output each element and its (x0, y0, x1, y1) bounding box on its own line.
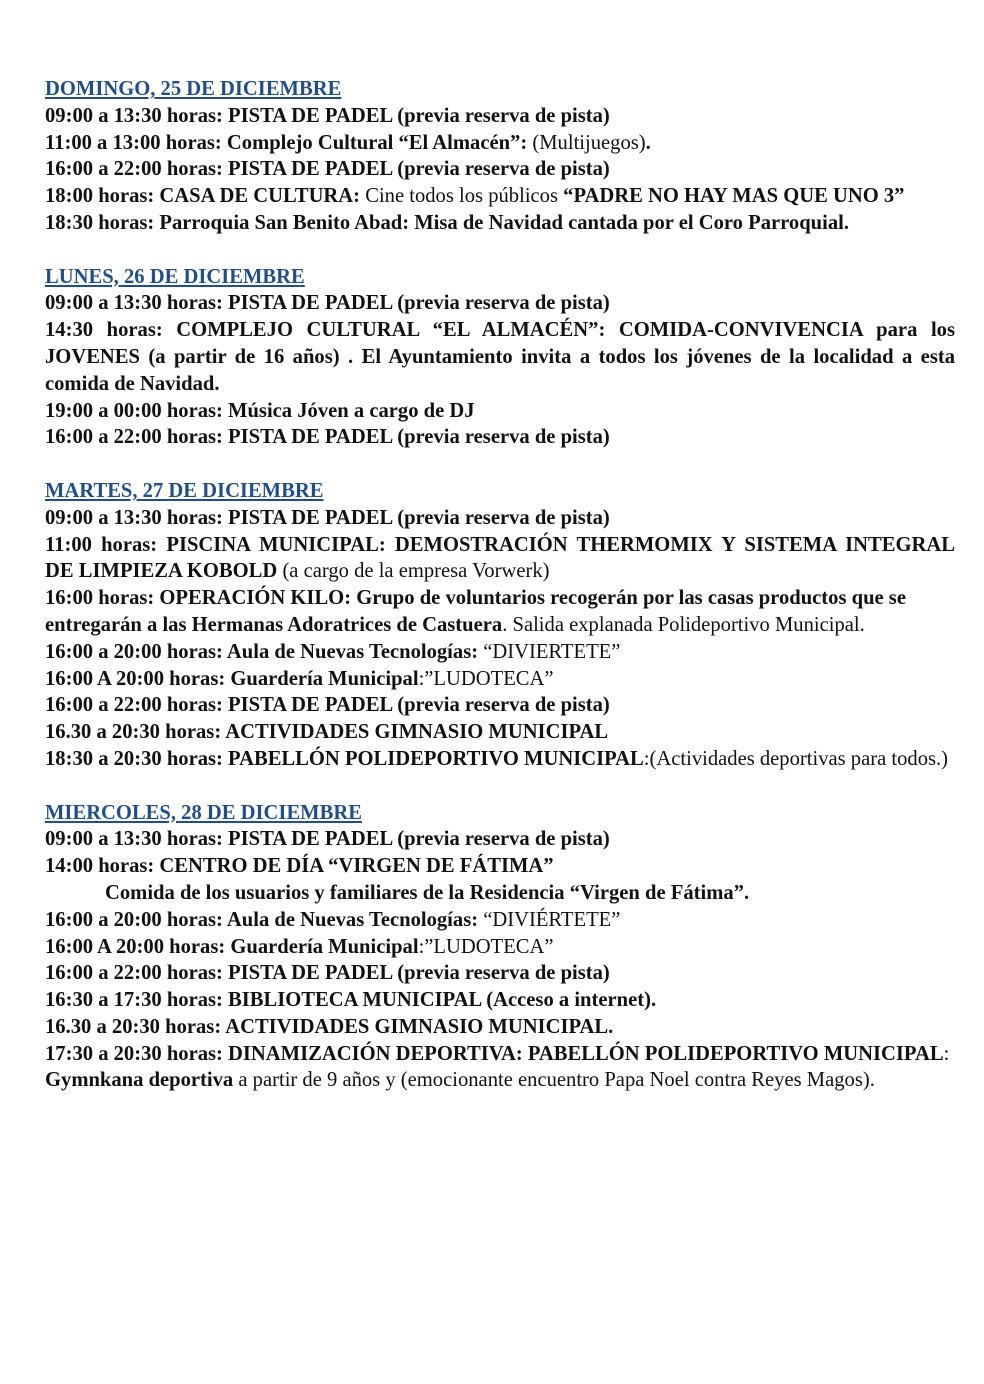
day-heading: MIERCOLES, 28 DE DICIEMBRE (45, 801, 362, 824)
schedule-entry: 16:00 horas: OPERACIÓN KILO: Grupo de voluntarios recogerán por las casas productos que se entregarán a las Hermanas Adoratrices de Castuera. Salida explanada Polideportivo Municipal. (45, 587, 906, 636)
schedule-entry: 17:30 a 20:30 horas: DINAMIZACIÓN DEPORTIVA: PABELLÓN POLIDEPORTIVO MUNICIPAL: Gymnkana deportiva a partir de 9 años y (emocionante encuentro Papa Noel contra Reyes Magos). (45, 1042, 950, 1092)
day-section-miercoles (45, 800, 955, 1095)
schedule-entry: 16:00 a 22:00 horas: PISTA DE PADEL (previa reserva de pista) (45, 962, 610, 985)
schedule-entry: 16:00 a 20:00 horas: Aula de Nuevas Tecnologías: “DIVIÉRTETE” (45, 908, 621, 931)
day-section-domingo (45, 76, 955, 237)
schedule-entry-indented: Comida de los usuarios y familiares de la Residencia “Virgen de Fátima”. (105, 881, 750, 904)
day-heading: LUNES, 26 DE DICIEMBRE (45, 265, 305, 288)
schedule-entry: 16:00 A 20:00 horas: Guardería Municipal:”LUDOTECA” (45, 935, 554, 958)
document-page (45, 76, 955, 1121)
schedule-entry: 19:00 a 00:00 horas: Música Jóven a cargo de DJ (45, 399, 475, 422)
schedule-entry: 16:00 a 22:00 horas: PISTA DE PADEL (previa reserva de pista) (45, 426, 610, 449)
schedule-entry: 16.30 a 20:30 horas: ACTIVIDADES GIMNASIO MUNICIPAL. (45, 1015, 614, 1038)
schedule-entry: 16:00 a 20:00 horas: Aula de Nuevas Tecnologías: “DIVIERTETE” (45, 640, 621, 663)
schedule-entry: 16:00 a 22:00 horas: PISTA DE PADEL (previa reserva de pista) (45, 694, 610, 717)
day-section-martes (45, 478, 955, 773)
schedule-entry: 14:30 horas: COMPLEJO CULTURAL “EL ALMACÉN”: COMIDA-CONVIVENCIA para los JOVENES (a partir de 16 años) . El Ayuntamiento invita a todos los jóvenes de la localidad a esta comida de Navidad. (45, 319, 955, 395)
schedule-entry: 14:00 horas: CENTRO DE DÍA “VIRGEN DE FÁTIMA” (45, 855, 554, 878)
schedule-entry: 16:00 a 22:00 horas: PISTA DE PADEL (previa reserva de pista) (45, 158, 610, 181)
schedule-entry: 09:00 a 13:30 horas: PISTA DE PADEL (previa reserva de pista) (45, 104, 610, 127)
schedule-entry: 09:00 a 13:30 horas: PISTA DE PADEL (previa reserva de pista) (45, 506, 610, 529)
schedule-entry: 09:00 a 13:30 horas: PISTA DE PADEL (previa reserva de pista) (45, 828, 610, 851)
schedule-entry: 18:30 horas: Parroquia San Benito Abad: Misa de Navidad cantada por el Coro Parroquial. (45, 211, 849, 234)
schedule-entry: 11:00 horas: PISCINA MUNICIPAL: DEMOSTRACIÓN THERMOMIX Y SISTEMA INTEGRAL DE LIMPIEZA KOBOLD (a cargo de la empresa Vorwerk) (45, 533, 955, 583)
schedule-entry: 18:30 a 20:30 horas: PABELLÓN POLIDEPORTIVO MUNICIPAL:(Actividades deportivas para todos.) (45, 747, 949, 770)
day-heading: MARTES, 27 DE DICIEMBRE (45, 479, 324, 502)
schedule-entry: 11:00 a 13:00 horas: Complejo Cultural “El Almacén”: (Multijuegos). (45, 131, 651, 154)
schedule-entry: 09:00 a 13:30 horas: PISTA DE PADEL (previa reserva de pista) (45, 292, 610, 315)
day-section-lunes (45, 264, 955, 452)
schedule-entry: 16:30 a 17:30 horas: BIBLIOTECA MUNICIPAL (Acceso a internet). (45, 989, 657, 1012)
schedule-entry: 16:00 A 20:00 horas: Guardería Municipal:”LUDOTECA” (45, 667, 554, 690)
day-heading: DOMINGO, 25 DE DICIEMBRE (45, 78, 342, 100)
schedule-entry: 18:00 horas: CASA DE CULTURA: Cine todos los públicos “PADRE NO HAY MAS QUE UNO 3” (45, 185, 905, 208)
schedule-entry: 16.30 a 20:30 horas: ACTIVIDADES GIMNASIO MUNICIPAL (45, 721, 609, 744)
